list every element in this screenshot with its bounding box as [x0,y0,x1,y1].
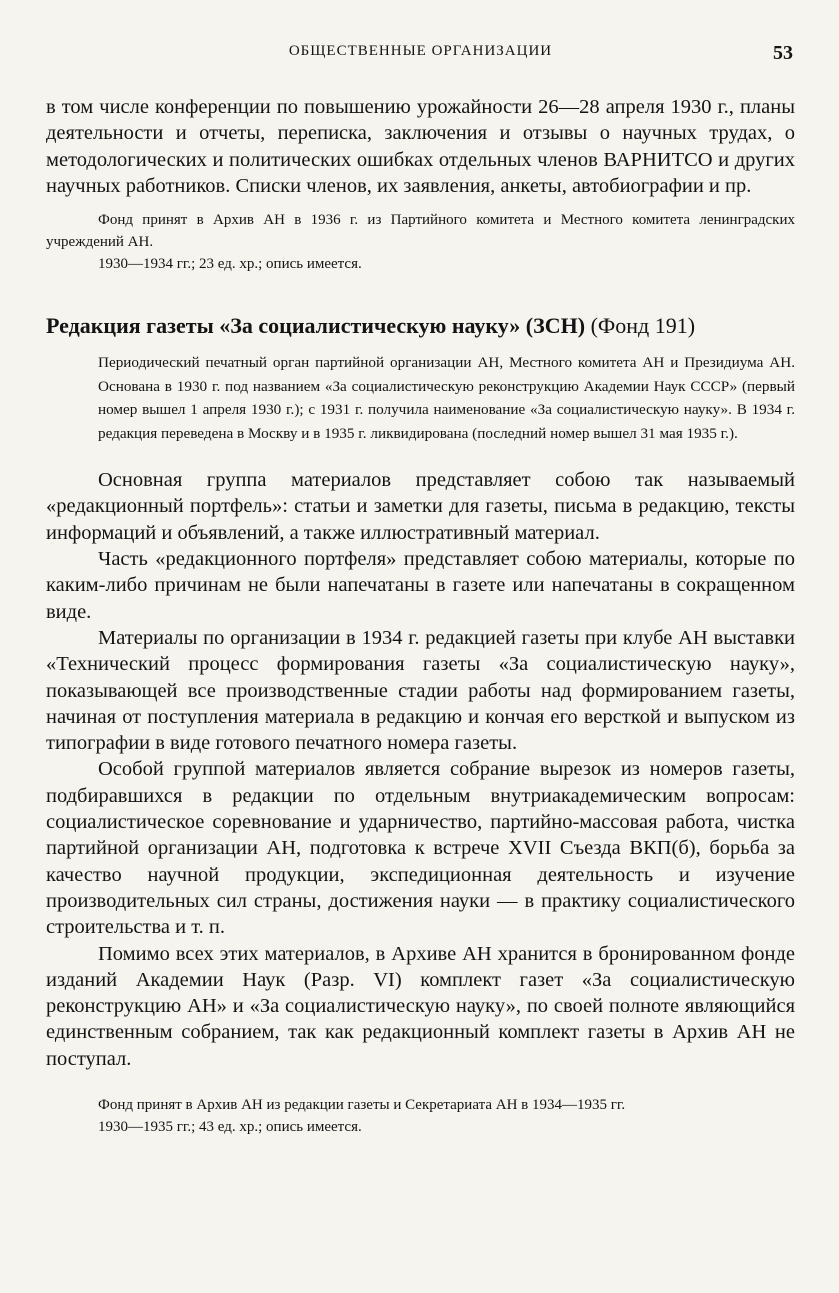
page-header [46,40,795,66]
fond-number: (Фонд 191) [590,313,696,339]
paragraph-4: Особой группой материалов является собрание вырезок из номеров газеты, подбиравшихся в редакции по отдельным внутриакадемическим вопросам: социалистическое соревнование и ударничество, партийно-массовая работа, чистка партийной организации АН, подготовка к встрече XVII Съезда ВКП(б), борьба за качество научной продукции, экспедиционная деятельность и изучение производительных сил страны, достижения науки — в практику социалистического строительства и т. п. [46,758,795,939]
paragraph-3: Материалы по организации в 1934 г. редакцией газеты при клубе АН выставки «Технический процесс формирования газеты «За социалистическую науку», показывающей все производственные стадии работы над формированием газеты, начиная от поступления материала в редакцию и кончая его версткой и выпуском из типографии в виде готового печатного номера газеты. [46,626,795,755]
continued-paragraph: в том числе конференции по повышению урожайности 26—28 апреля 1930 г., планы деятельности и отчеты, переписка, заключения и отзывы о научных трудах, о методологических и политических ошибках отдельных членов ВАРНИТСО и других научных работников. Списки членов, их заявления, анкеты, автобиографии и пр. [46,96,795,197]
section-description: Периодический печатный орган партийной организации АН, Местного комитета АН и Президиума АН. Основана в 1930 г. под названием «За социалистическую реконструкцию Академии Наук СССР» (первый номер вышел 1 апреля 1930 г.); с 1931 г. получила наименование «За социалистическую науку». В 1934 г. редакция переведена в Москву и в 1935 г. ликвидирована (последний номер вышел 31 мая 1935 г.). [98,354,795,442]
page-body [46,94,795,1138]
extent-note: 1930—1934 гг.; 23 ед. хр.; опись имеется. [98,256,362,273]
section-title [46,311,795,341]
section-acquisition-note: Фонд принят в Архив АН из редакции газеты и Секретариата АН в 1934—1935 гг. [98,1097,626,1114]
acquisition-note: Фонд принят в Архив АН в 1936 г. из Партийного комитета и Местного комитета ленинградских учреждений АН. [46,212,795,251]
running-head: ОБЩЕСТВЕННЫЕ ОРГАНИЗАЦИИ [288,43,553,59]
paragraph-5: Помимо всех этих материалов, в Архиве АН хранится в бронированном фонде изданий Академии Наук (Разр. VI) комплект газет «За социалистическую реконструкцию АН» и «За социалистическую науку», по своей полноте являющийся единственным собранием, так как редакционный комплект газеты в Архив АН не поступал. [46,942,795,1070]
section-title-text: Редакция газеты «За социалистическую науку» (ЗСН) [46,313,586,339]
page-number: 53 [773,42,793,64]
section-extent-note: 1930—1935 гг.; 43 ед. хр.; опись имеется. [98,1119,362,1136]
paragraph-2: Часть «редакционного портфеля» представляет собою материалы, которые по каким-либо причинам не были напечатаны в газете или напечатаны в сокращенном виде. [46,548,795,623]
paragraph-1: Основная группа материалов представляет собою так называемый «редакционный портфель»: статьи и заметки для газеты, письма в редакцию, тексты информаций и объявлений, а также иллюстративный материал. [46,469,795,544]
